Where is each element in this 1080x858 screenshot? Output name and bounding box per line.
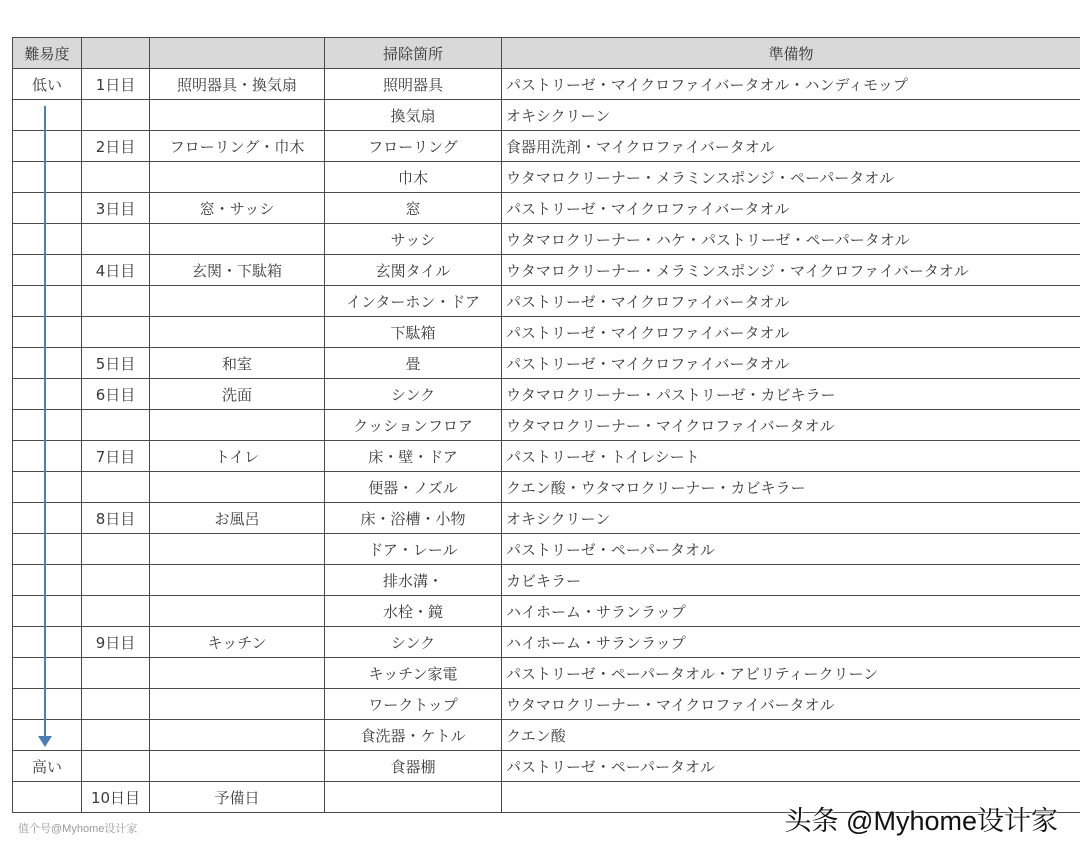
spot-cell: 畳 xyxy=(325,348,502,379)
items-cell: ハイホーム・サランラップ xyxy=(502,596,1080,627)
table-row xyxy=(13,100,1080,131)
items-cell: オキシクリーン xyxy=(502,100,1080,131)
area-cell xyxy=(150,472,325,503)
spot-cell: 照明器具 xyxy=(325,69,502,100)
table-row xyxy=(13,348,1080,379)
area-cell xyxy=(150,410,325,441)
area-cell xyxy=(150,286,325,317)
area-cell xyxy=(150,162,325,193)
items-cell: ウタマロクリーナー・ハケ・パストリーゼ・ペーパータオル xyxy=(502,224,1080,255)
area-cell xyxy=(150,317,325,348)
items-cell: ウタマロクリーナー・メラミンスポンジ・ペーパータオル xyxy=(502,162,1080,193)
day-cell: 1日目 xyxy=(82,69,150,100)
items-cell: カビキラー xyxy=(502,565,1080,596)
day-cell: 2日目 xyxy=(82,131,150,162)
day-cell xyxy=(82,317,150,348)
spot-cell xyxy=(325,782,502,813)
spot-cell: 玄関タイル xyxy=(325,255,502,286)
area-cell: 窓・サッシ xyxy=(150,193,325,224)
area-cell xyxy=(150,720,325,751)
spot-cell: ワークトップ xyxy=(325,689,502,720)
day-cell: 8日目 xyxy=(82,503,150,534)
table-row xyxy=(13,193,1080,224)
difficulty-cell xyxy=(13,534,82,565)
day-cell: 10日目 xyxy=(82,782,150,813)
spot-cell: シンク xyxy=(325,627,502,658)
items-cell: パストリーゼ・マイクロファイバータオル xyxy=(502,286,1080,317)
table-row xyxy=(13,534,1080,565)
day-cell: 3日目 xyxy=(82,193,150,224)
day-cell xyxy=(82,534,150,565)
watermark-small: 值个号@Myhome设计家 xyxy=(18,823,138,835)
area-cell xyxy=(150,658,325,689)
difficulty-cell xyxy=(13,100,82,131)
area-cell: お風呂 xyxy=(150,503,325,534)
table-row xyxy=(13,441,1080,472)
items-cell: パストリーゼ・ペーパータオル xyxy=(502,534,1080,565)
spot-cell: 食洗器・ケトル xyxy=(325,720,502,751)
spot-cell: 床・壁・ドア xyxy=(325,441,502,472)
day-cell: 9日目 xyxy=(82,627,150,658)
day-cell xyxy=(82,720,150,751)
day-cell xyxy=(82,658,150,689)
header-items: 準備物 xyxy=(502,38,1080,69)
items-cell: パストリーゼ・ペーパータオル・アビリティークリーン xyxy=(502,658,1080,689)
day-cell: 4日目 xyxy=(82,255,150,286)
difficulty-arrow-line xyxy=(44,106,46,737)
spot-cell: 水栓・鏡 xyxy=(325,596,502,627)
day-cell xyxy=(82,565,150,596)
spot-cell: サッシ xyxy=(325,224,502,255)
day-cell xyxy=(82,100,150,131)
items-cell: パストリーゼ・トイレシート xyxy=(502,441,1080,472)
table-row xyxy=(13,689,1080,720)
difficulty-cell xyxy=(13,193,82,224)
spot-cell: 食器棚 xyxy=(325,751,502,782)
difficulty-cell xyxy=(13,410,82,441)
area-cell xyxy=(150,751,325,782)
difficulty-cell xyxy=(13,658,82,689)
area-cell: 玄関・下駄箱 xyxy=(150,255,325,286)
area-cell: トイレ xyxy=(150,441,325,472)
table-row xyxy=(13,627,1080,658)
table-row xyxy=(13,658,1080,689)
day-cell: 5日目 xyxy=(82,348,150,379)
day-cell xyxy=(82,472,150,503)
header-day xyxy=(82,38,150,69)
difficulty-cell xyxy=(13,441,82,472)
difficulty-cell xyxy=(13,286,82,317)
table-row xyxy=(13,472,1080,503)
header-area xyxy=(150,38,325,69)
header-spot: 掃除箇所 xyxy=(325,38,502,69)
spot-cell: 排水溝・ xyxy=(325,565,502,596)
day-cell xyxy=(82,689,150,720)
difficulty-cell xyxy=(13,782,82,813)
table-row xyxy=(13,720,1080,751)
area-cell: 洗面 xyxy=(150,379,325,410)
table-row xyxy=(13,286,1080,317)
header-row xyxy=(13,38,1080,69)
arrow-down-icon xyxy=(38,736,52,747)
items-cell: ウタマロクリーナー・メラミンスポンジ・マイクロファイバータオル xyxy=(502,255,1080,286)
items-cell: パストリーゼ・マイクロファイバータオル xyxy=(502,317,1080,348)
table-row xyxy=(13,317,1080,348)
difficulty-cell xyxy=(13,565,82,596)
area-cell xyxy=(150,565,325,596)
items-cell: ウタマロクリーナー・マイクロファイバータオル xyxy=(502,689,1080,720)
area-cell xyxy=(150,596,325,627)
difficulty-cell xyxy=(13,627,82,658)
spot-cell: ドア・レール xyxy=(325,534,502,565)
spot-cell: 巾木 xyxy=(325,162,502,193)
table-row xyxy=(13,69,1080,100)
day-cell xyxy=(82,224,150,255)
day-cell xyxy=(82,162,150,193)
difficulty-cell xyxy=(13,255,82,286)
difficulty-cell xyxy=(13,224,82,255)
area-cell: 予備日 xyxy=(150,782,325,813)
area-cell xyxy=(150,100,325,131)
items-cell: 食器用洗剤・マイクロファイバータオル xyxy=(502,131,1080,162)
spot-cell: 換気扇 xyxy=(325,100,502,131)
difficulty-cell xyxy=(13,162,82,193)
spot-cell: 便器・ノズル xyxy=(325,472,502,503)
spot-cell: フローリング xyxy=(325,131,502,162)
items-cell: ハイホーム・サランラップ xyxy=(502,627,1080,658)
difficulty-cell xyxy=(13,317,82,348)
table-row xyxy=(13,131,1080,162)
day-cell xyxy=(82,410,150,441)
table-row xyxy=(13,410,1080,441)
cleaning-schedule-table xyxy=(12,37,1080,813)
spot-cell: インターホン・ドア xyxy=(325,286,502,317)
difficulty-cell: 高い xyxy=(13,751,82,782)
table-row xyxy=(13,503,1080,534)
difficulty-cell xyxy=(13,379,82,410)
items-cell: パストリーゼ・マイクロファイバータオル xyxy=(502,348,1080,379)
table-row xyxy=(13,162,1080,193)
day-cell: 7日目 xyxy=(82,441,150,472)
spot-cell: 窓 xyxy=(325,193,502,224)
table-row xyxy=(13,224,1080,255)
spot-cell: 下駄箱 xyxy=(325,317,502,348)
day-cell xyxy=(82,286,150,317)
spot-cell: シンク xyxy=(325,379,502,410)
items-cell: クエン酸 xyxy=(502,720,1080,751)
items-cell: パストリーゼ・マイクロファイバータオル xyxy=(502,193,1080,224)
table-row xyxy=(13,751,1080,782)
area-cell xyxy=(150,224,325,255)
spot-cell: キッチン家電 xyxy=(325,658,502,689)
items-cell: ウタマロクリーナー・マイクロファイバータオル xyxy=(502,410,1080,441)
items-cell: オキシクリーン xyxy=(502,503,1080,534)
items-cell: パストリーゼ・マイクロファイバータオル・ハンディモップ xyxy=(502,69,1080,100)
difficulty-cell xyxy=(13,472,82,503)
day-cell xyxy=(82,751,150,782)
day-cell: 6日目 xyxy=(82,379,150,410)
area-cell: 和室 xyxy=(150,348,325,379)
difficulty-cell xyxy=(13,131,82,162)
difficulty-cell: 低い xyxy=(13,69,82,100)
table-row xyxy=(13,255,1080,286)
difficulty-cell xyxy=(13,596,82,627)
table-row xyxy=(13,596,1080,627)
items-cell: ウタマロクリーナー・パストリーゼ・カビキラー xyxy=(502,379,1080,410)
area-cell: 照明器具・換気扇 xyxy=(150,69,325,100)
table-row xyxy=(13,565,1080,596)
items-cell: パストリーゼ・ペーパータオル xyxy=(502,751,1080,782)
area-cell xyxy=(150,689,325,720)
difficulty-cell xyxy=(13,348,82,379)
header-difficulty: 難易度 xyxy=(13,38,82,69)
difficulty-cell xyxy=(13,689,82,720)
area-cell xyxy=(150,534,325,565)
area-cell: キッチン xyxy=(150,627,325,658)
day-cell xyxy=(82,596,150,627)
difficulty-cell xyxy=(13,503,82,534)
spot-cell: クッションフロア xyxy=(325,410,502,441)
area-cell: フローリング・巾木 xyxy=(150,131,325,162)
watermark-main: 头条 @Myhome设计家 xyxy=(784,806,1058,836)
spot-cell: 床・浴槽・小物 xyxy=(325,503,502,534)
table-row xyxy=(13,379,1080,410)
items-cell: クエン酸・ウタマロクリーナー・カビキラー xyxy=(502,472,1080,503)
